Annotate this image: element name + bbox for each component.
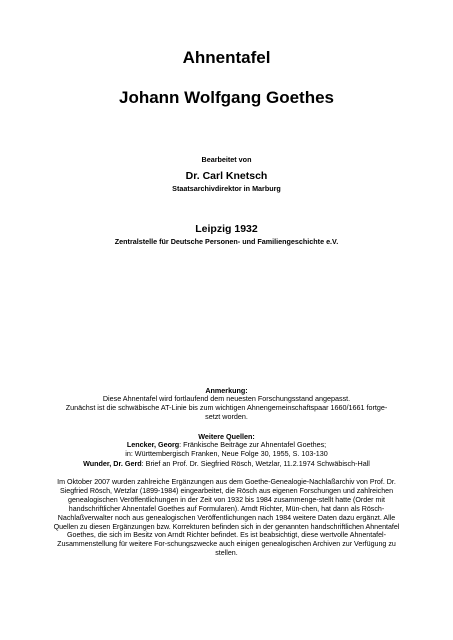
source-entry [0,450,453,459]
document-subtitle: Johann Wolfgang Goethes [118,88,335,107]
note-line: Diese Ahnentafel wird fortlaufend dem neuesten Forschungsstand angepasst. [102,394,351,403]
publishing-institution: Zentralstelle für Deutsche Personen- und Familiengeschichte e.V. [114,237,339,246]
document-title: Ahnentafel [182,48,271,67]
source-entry [0,460,453,469]
publication-place-year: Leipzig 1932 [195,223,258,235]
author-role: Staatsarchivdirektor in Marburg [172,184,281,193]
note-heading: Anmerkung: [205,386,248,395]
source-author: Wunder, Dr. Gerd [83,459,142,468]
note-line: Zunächst ist die schwäbische AT-Linie bis zum wichtigen Ahnengemeinschaftspaar 1660/1661 fortge- [65,403,388,412]
source-text: in: Württembergisch Franken, Neue Folge 30, 1955, S. 103-130 [125,449,328,458]
source-text: : Brief an Prof. Dr. Siegfried Rösch, Wetzlar, 11.2.1974 Schwäbisch-Hall [141,459,370,468]
edited-by-label: Bearbeitet von [201,155,252,164]
sources-heading: Weitere Quellen: [198,432,255,441]
source-text: : Fränkische Beiträge zur Ahnentafel Goethes; [179,440,327,449]
supplement-paragraph: Im Oktober 2007 wurden zahlreiche Ergänzungen aus dem Goethe-Genealogie-Nachlaßarchiv von Prof. Dr. Siegfried Rösch, Wetzlar (1899-1984) eingearbeitet, die Rösch aus eigenen Forschungen und zahlreichen genealogischen Veröffentlichungen in der Zeit von 1932 bis 1984 zusammenge-stellt hatte (Order mit handschriftlicher Ahnentafel Goethes auf Formularen). Arndt Richter, Mün-chen, hat dann als Rösch-Nachlaßverwalter noch aus genealogischen Veröffentlichungen nach 1984 weitere Daten dazu ergänzt. Alle Quellen zu diesen Ergänzungen bzw. Korrekturen befinden sich in der genannten handschriftlichen Ahnentafel Goethes, die sich im Besitz von Arndt Richter befindet. Es ist beabsichtigt, diese wertvolle Ahnentafel-Zusammenstellung für weitere For-schungszwecke auch einigen genealogischen Archiven zur Verfügung zu stellen. [53,478,400,558]
note-line: setzt worden. [205,412,248,421]
author-name: Dr. Carl Knetsch [185,170,268,182]
source-author: Lencker, Georg [126,440,180,449]
